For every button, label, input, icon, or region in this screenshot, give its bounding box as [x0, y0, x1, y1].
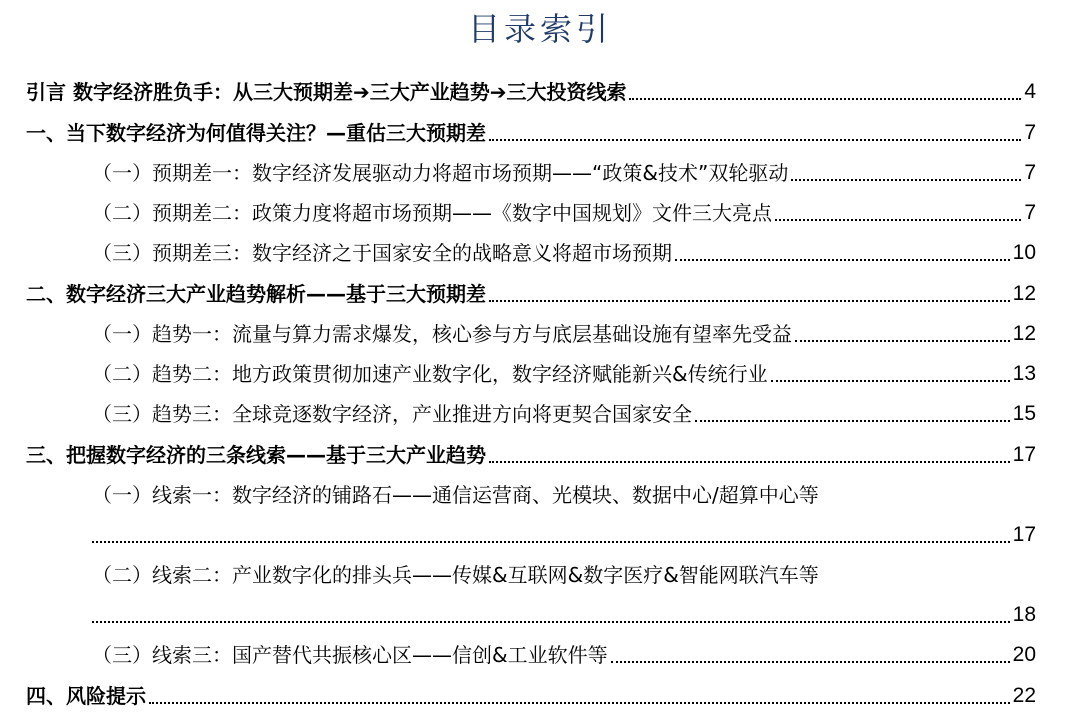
toc-entry-3-2-leader[interactable] — [92, 593, 1036, 629]
toc-entry-2-3[interactable] — [92, 392, 1036, 428]
toc-dot-leader — [489, 138, 1021, 141]
toc-dot-leader — [629, 97, 1021, 100]
toc-entry-text: （三）趋势三：全球竞逐数字经济，产业推进方向将更契合国家安全 — [92, 402, 692, 426]
toc-page-number: 12 — [1012, 282, 1036, 305]
toc-entry-1-3[interactable] — [92, 231, 1036, 267]
toc-page-number: 7 — [1024, 201, 1036, 224]
toc-page-number: 7 — [1024, 161, 1036, 184]
toc-dot-leader — [775, 218, 1021, 221]
toc-dot-leader — [611, 660, 1010, 663]
toc-dot-leader — [489, 299, 1010, 302]
toc-entry-section-2[interactable] — [26, 272, 1036, 308]
toc-page-number: 15 — [1012, 402, 1036, 425]
toc-page-number: 12 — [1012, 322, 1036, 345]
toc-entry-text: 引言 数字经济胜负手：从三大预期差➔三大产业趋势➔三大投资线索 — [26, 80, 627, 104]
toc-entry-text: 一、当下数字经济为何值得关注？—重估三大预期差 — [26, 121, 486, 145]
toc-entry-text: （三）预期差三：数字经济之于国家安全的战略意义将超市场预期 — [92, 241, 672, 265]
toc-entry-2-1[interactable] — [92, 312, 1036, 348]
toc-page-number: 20 — [1012, 643, 1036, 666]
toc-entry-text: 二、数字经济三大产业趋势解析——基于三大预期差 — [26, 282, 486, 306]
toc-entry-intro[interactable] — [26, 70, 1036, 106]
toc-page-number: 22 — [1012, 684, 1036, 707]
toc-entry-3-1-leader[interactable] — [92, 513, 1036, 549]
toc-dot-leader — [695, 419, 1010, 422]
toc-entry-text: （一）预期差一：数字经济发展驱动力将超市场预期——“政策&技术”双轮驱动 — [92, 161, 789, 185]
toc-entry-1-1[interactable] — [92, 151, 1036, 187]
toc-entry-3-1-text[interactable]: （一）线索一：数字经济的铺路石——通信运营商、光模块、数据中心/超算中心等 — [92, 483, 819, 507]
toc-entry-text: 四、风险提示 — [26, 684, 146, 708]
toc-dot-leader — [149, 701, 1010, 704]
toc-dot-leader — [92, 620, 1010, 623]
toc-page-number: 18 — [1012, 603, 1036, 626]
toc-entry-text: （一）趋势一：流量与算力需求爆发，核心参与方与底层基础设施有望率先受益 — [92, 322, 792, 346]
toc-dot-leader — [92, 540, 1010, 543]
toc-dot-leader — [489, 460, 1010, 463]
toc-entry-1-2[interactable] — [92, 191, 1036, 227]
toc-entry-text: 三、把握数字经济的三条线索——基于三大产业趋势 — [26, 443, 486, 467]
toc-page-number: 17 — [1012, 443, 1036, 466]
toc-entry-section-4[interactable] — [26, 674, 1036, 710]
toc-entry-3-3[interactable] — [92, 633, 1036, 669]
toc-title: 目录索引 — [467, 10, 612, 48]
toc-dot-leader — [791, 178, 1021, 181]
toc-entry-text: （三）线索三：国产替代共振核心区——信创&工业软件等 — [92, 643, 608, 667]
toc-entry-text: （二）预期差二：政策力度将超市场预期——《数字中国规划》文件三大亮点 — [92, 201, 772, 225]
toc-dot-leader — [675, 258, 1010, 261]
toc-entry-text: （二）趋势二：地方政策贯彻加速产业数字化，数字经济赋能新兴&传统行业 — [92, 362, 768, 386]
toc-entry-section-1[interactable] — [26, 111, 1036, 147]
toc-page-number: 13 — [1012, 362, 1036, 385]
toc-entry-3-2-text[interactable]: （二）线索二：产业数字化的排头兵——传媒&互联网&数字医疗&智能网联汽车等 — [92, 563, 819, 587]
toc-dot-leader — [771, 379, 1010, 382]
toc-dot-leader — [795, 339, 1010, 342]
toc-page-number: 4 — [1024, 80, 1036, 103]
toc-page-number: 17 — [1012, 523, 1036, 546]
toc-entry-2-2[interactable] — [92, 352, 1036, 388]
toc-page-number: 10 — [1012, 241, 1036, 264]
toc-entry-section-3[interactable] — [26, 433, 1036, 469]
toc-page-number: 7 — [1024, 121, 1036, 144]
